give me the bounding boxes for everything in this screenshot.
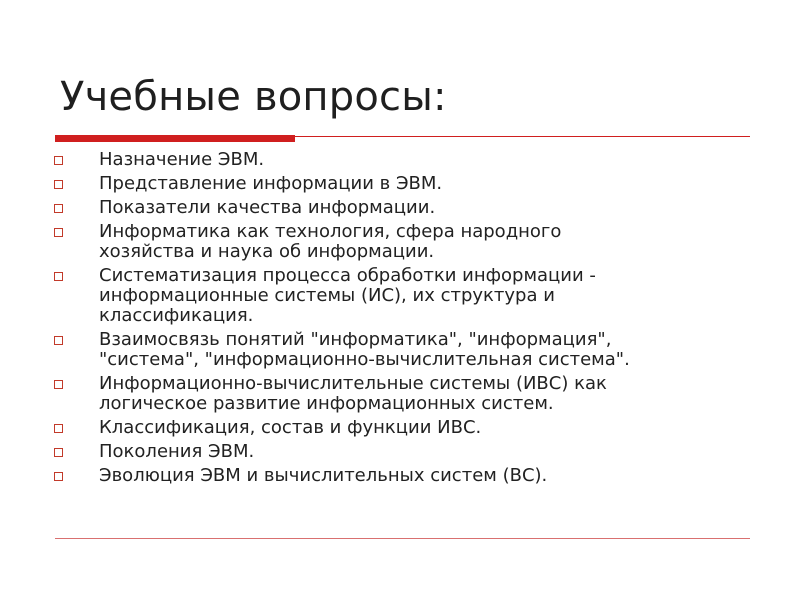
bullet-text: Представление информации в ЭВМ. — [99, 173, 443, 194]
list-item — [52, 442, 752, 462]
square-outline-icon — [54, 180, 63, 189]
square-outline-icon — [54, 448, 63, 457]
list-item — [52, 266, 752, 326]
square-outline-icon — [54, 424, 63, 433]
bullet-text: Информационно-вычислительные системы (ИВС) как логическое развитие информационных систем. — [99, 373, 607, 414]
bullet-text: Информатика как технология, сфера народного хозяйства и наука об информации. — [99, 221, 562, 262]
square-outline-icon — [54, 380, 63, 389]
square-outline-icon — [54, 272, 63, 281]
square-outline-icon — [54, 472, 63, 481]
footer-divider — [55, 538, 750, 539]
square-outline-icon — [54, 204, 63, 213]
bullet-text: Показатели качества информации. — [99, 197, 436, 218]
list-item — [52, 374, 752, 414]
square-outline-icon — [54, 228, 63, 237]
list-item — [52, 174, 752, 194]
title-underline-thick — [55, 135, 295, 142]
list-item — [52, 198, 752, 218]
title-underline-thin — [295, 136, 750, 137]
list-item — [52, 222, 752, 262]
list-item — [52, 150, 752, 170]
bullet-text: Поколения ЭВМ. — [99, 441, 255, 462]
bullet-text: Систематизация процесса обработки информации - информационные системы (ИС), их структура и классификация. — [99, 265, 596, 326]
list-item — [52, 418, 752, 438]
square-outline-icon — [54, 336, 63, 345]
list-item — [52, 330, 752, 370]
bullet-text: Взаимосвязь понятий "информатика", "информация", "система", "информационно-вычислительная система". — [99, 329, 630, 370]
bullet-text: Эволюция ЭВМ и вычислительных систем (ВС). — [99, 465, 548, 486]
bullet-text: Классификация, состав и функции ИВС. — [99, 417, 482, 438]
square-outline-icon — [54, 156, 63, 165]
bullet-text: Назначение ЭВМ. — [99, 149, 265, 170]
bullet-list — [52, 150, 752, 490]
list-item — [52, 466, 752, 486]
slide-title: Учебные вопросы: — [60, 74, 447, 120]
